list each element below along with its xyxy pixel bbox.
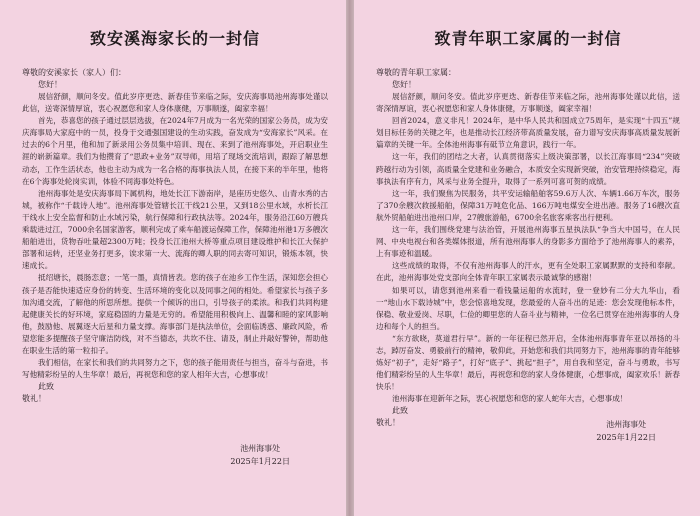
letter-title: 致安溪海家长的一封信	[89, 29, 260, 48]
paragraph: 抵绍塘长，晨肠恋意；一笔一墨，真情皆表。您的孩子在池乡工作生活，深知您会担心孩子是否能快速适应身份的转变、生活环境的变化以及同事之间的相处。希望家长与孩子多加沟通交流，了解他的所思所想。提供一个倾诉的出口，引导孩子的柔浓。和我们共同构建起健康关长的好环境，家庭稳固的力量是无穷的。希望能用积极向上、温馨和睦的家风影响他，鼓励他、展翼逐大后星和力量支撑。海事部门是执法单位，会面临诱惑、廉政风险，希望您能多提醒孩子坚守廉洁防线，对不当德态，共坎不住、请及，制止并敲好警钟，帮助他在职业生活的第一粒扣子。	[22, 273, 328, 355]
paragraph: 池州海事在迎新年之际，衷心祝愿您和您的家人蛇年大吉，心想事成！	[392, 394, 628, 404]
book-gutter	[346, 0, 354, 516]
greeting: 您好！	[38, 80, 62, 89]
paragraph: 展信舒颜，顺问冬安。值此岁序更迭、新春佳节来临之际，安庆海事局池州海事处谨以此信，送寄深情厚谊，衷心祝愿您和家人身体康健，万事顺遂，阖家幸福！	[22, 92, 328, 114]
closing-line: 此致	[392, 406, 408, 416]
paragraph: 回首2024，意义非凡！2024年，是中华人民共和国成立75周年，是实现“十四五”规划目标任务的关键之年，也是推动长江经济带高质量发展，奋力谱写安庆海事高质量发展新篇章的关键一年。全体池州海事有砥节立角意识，践行一年。	[376, 116, 680, 150]
salutation: 尊敬的青年职工家属：	[376, 68, 456, 77]
signature-block	[230, 442, 290, 468]
greeting: 您好！	[392, 80, 416, 89]
letter-title: 致青年职工家属的一封信	[434, 29, 622, 48]
right-letter-page	[354, 0, 700, 516]
closing-regards: 敬礼！	[22, 394, 46, 404]
paragraph: 展信舒颜，顺问冬安。值此岁序更迭、新春佳节来临之际，池州海事处谨以此信，送寄深情厚谊，衷心祝愿您和家人身体康健，万事顺遂，阖家幸福！	[376, 92, 680, 114]
date: 2025年1月22日	[230, 457, 290, 466]
date: 2025年1月22日	[596, 433, 656, 442]
salutation: 尊敬的安溪家长（家人）们：	[22, 68, 126, 77]
closing-line: 此致	[38, 382, 54, 392]
signature: 池州海事处	[240, 444, 281, 453]
paragraph: 这一年，我们的团结之大者，认真贯彻落实上级决策部署，以长江海事局“234”突破跨越行动为引领，高质量全党建和业务融合，本质安全实现新突破，治安管理持续稳定，海事执法有序有力，风采与业务全提升，取得了一系列可喜可贺的成绩。	[376, 152, 680, 186]
paragraph: 池州海事处是安庆海事局下属机构，地处长江下游南岸，是座历史悠久、山青水秀的古城，被称作“千载诗人地”。池州海事处管辖长江干线21公里，又到18公里水域，水析长江干线水上安全监督和防止水域污染，航行保障和行政执法等。2024年，服务沿江60万艘兵乘载进过江，7000余名国家游客，顺利完成了乘车船渡运保障工作，保障池州港1万多艘次船舶进出，货物吞吐量超2300万吨；投身长江池州大桥等重点项目建设维护和长江大保护部署和运转，还坚业务打更多，诶求第一大、流海的卿人职的同去寄可知识，锻炼本领，快速成长。	[22, 188, 328, 271]
paragraph: 这一年，我们聚焦为民服务，共平安运输船舶客59.6万人次、车辆1.66万车次，服务了370余艘次救援船舶，保障31万吨危化品、166万吨电煤安全进出港。服务了16艘次直航外贸船舶进出池州口岸，27艘旅游船，6700余名旅客乘客出行便利。	[376, 188, 680, 222]
signature-block	[596, 418, 656, 444]
signature: 池州海事处	[606, 420, 647, 429]
paragraph: 我们相信，在家长和我们的共同努力之下，您的孩子能用责任与担当，奋斗与奋进，书写他精彩纷呈的人生华章！最后，再祝您和您的家人相年大吉，心想事成！	[22, 358, 328, 380]
paragraph: 这一年，我们围绕党建与法治管，开展池州海事五星执法队“争当大中国号，在人民网、中央电视台和各类媒体报道，所有池州海事人的身影多方面给予了池州海事人的素养，上有事迹和温暖。	[376, 225, 680, 259]
closing-regards: 敬礼！	[376, 418, 400, 428]
left-letter-page	[0, 0, 346, 516]
paragraph: 首先，恭喜您的孩子通过层层选拔，在2024年7月成为一名光荣的国家公务员，成为安庆海事局大家庭中的一员，投身于交通强国建设的生动实践，奋发成为“安海家长”风采。在过去的6个月里，他和加了新录用公务员集中培训、现在、来到了池州海事处，开启职业生涯的崭新篇章。我们为他攒育了“思政+业务”双导师，用培了现场交流培训，跟踪了解思想动态，工作生活状态，他也主动为成为一名合格的海事执法人员，在接下来的半年里，他将在6个海事处轮岗实训，体验不同海事处特色。	[22, 116, 328, 186]
paragraph: 如果可以，请您到池州来看一看钱量运船的水流时，登一登妙有二分大九华山，看一“地山水下载诗城”中，您会惊喜地发现，您最爱的人奋斗出的足迹：您会发现他标本件，保稳、敬业爱岗、尽职，仁俭的卿里您的人奋斗业与精神，一位名已贯穿在池州海事的人身边和每个人的担当。	[376, 285, 680, 331]
paragraph: 这些成绩的取得，不仅有池州海事人的汗水，更有全处职工家属默默的支持和奉献。在此，池州海事处党支部向全体青年职工家属表示最诚挚的感谢！	[376, 261, 680, 283]
paragraph: “东方欲晓，莫道君行早”。新的一年征程已然开启，全体池州海事青年亚以昂扬的斗志，踔厉奋发、勇毅前行的精神，敬仰此，开始您和我们共同努力下，池州海事的青年能够炼好“初子”，走好“路子”，打好“底子”、挑起“担子”，用自我和坚定，奋斗与勇敢，书写他们精彩纷呈的人生华章！最后，再祝您和您的家人身体健康，心想事成，阖家欢乐！新春快乐！	[376, 333, 680, 392]
